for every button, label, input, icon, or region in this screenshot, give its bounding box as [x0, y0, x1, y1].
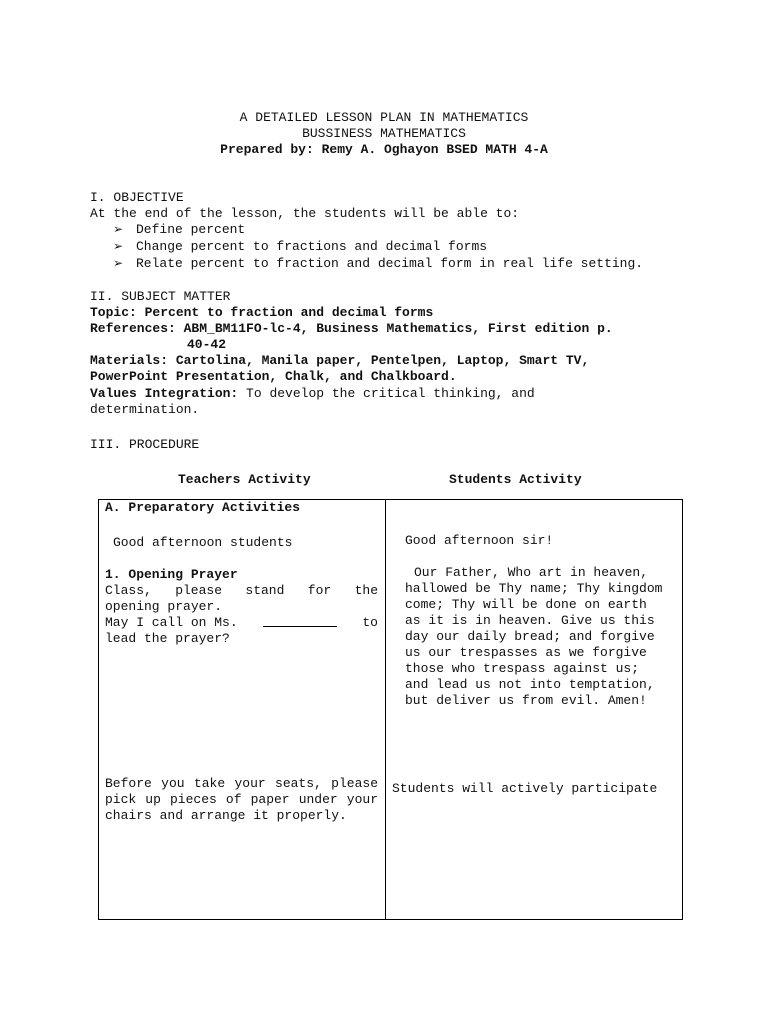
call-line — [105, 615, 378, 631]
call-suffix: lead the prayer? — [105, 631, 230, 646]
values-integration-text: To develop the critical thinking, and — [238, 386, 535, 401]
values-integration-label: Values Integration: — [90, 386, 239, 401]
call-prefix: May I call on Ms. — [105, 615, 238, 630]
student-prayer: Our Father, Who art in heaven, hallowed be Thy name; Thy kingdom come; Thy will be done on earth as it is in heaven. Give us this day our daily bread; and forgive us our trespasses as we forgive those who trespass against us; and lead us not into temptation, but deliver us from evil. Amen! — [405, 565, 663, 708]
arrow-bullet-icon: ➢ — [113, 239, 124, 253]
student-greeting-reply: Good afternoon sir! — [405, 533, 554, 548]
call-to: to — [362, 615, 378, 630]
objective-item: Define percent — [136, 222, 246, 237]
table-divider — [385, 499, 386, 920]
student-participation: Students will actively participate — [392, 781, 658, 796]
seats-instruction: Before you take your seats, please pick up pieces of paper under your chairs and arrange it properly. — [105, 776, 378, 823]
topic-line: Topic: Percent to fraction and decimal forms — [90, 305, 434, 320]
materials-line-2: PowerPoint Presentation, Chalk, and Chalkboard. — [90, 369, 457, 384]
activity-table — [98, 499, 683, 920]
document-title: A DETAILED LESSON PLAN IN MATHEMATICS — [239, 110, 529, 125]
preparatory-activities-heading: A. Preparatory Activities — [105, 500, 301, 515]
objective-intro: At the end of the lesson, the students will be able to: — [90, 206, 520, 221]
arrow-bullet-icon: ➢ — [113, 222, 124, 236]
values-integration-text-2: determination. — [90, 402, 200, 417]
teachers-activity-header: Teachers Activity — [178, 472, 311, 487]
arrow-bullet-icon: ➢ — [113, 256, 124, 270]
objective-item: Relate percent to fraction and decimal form in real life setting. — [136, 256, 644, 271]
teacher-greeting: Good afternoon students — [113, 535, 293, 550]
document-subject: BUSSINESS MATHEMATICS — [302, 126, 466, 141]
objective-item: Change percent to fractions and decimal forms — [136, 239, 488, 254]
objective-heading: I. OBJECTIVE — [90, 190, 184, 205]
opening-prayer-heading: 1. Opening Prayer — [105, 567, 238, 582]
prayer-instruction: Class, please stand for the opening prayer. — [105, 583, 378, 614]
procedure-heading: III. PROCEDURE — [90, 437, 200, 452]
name-blank — [263, 615, 337, 627]
references-line: References: ABM_BM11FO-lc-4, Business Mathematics, First edition p. — [90, 321, 613, 336]
students-activity-header: Students Activity — [449, 472, 582, 487]
references-pages: 40-42 — [187, 337, 227, 352]
prepared-by: Prepared by: Remy A. Oghayon BSED MATH 4-A — [220, 142, 548, 157]
materials-line: Materials: Cartolina, Manila paper, Pentelpen, Laptop, Smart TV, — [90, 353, 590, 368]
subject-matter-heading: II. SUBJECT MATTER — [90, 289, 231, 304]
values-integration-line — [90, 386, 535, 402]
